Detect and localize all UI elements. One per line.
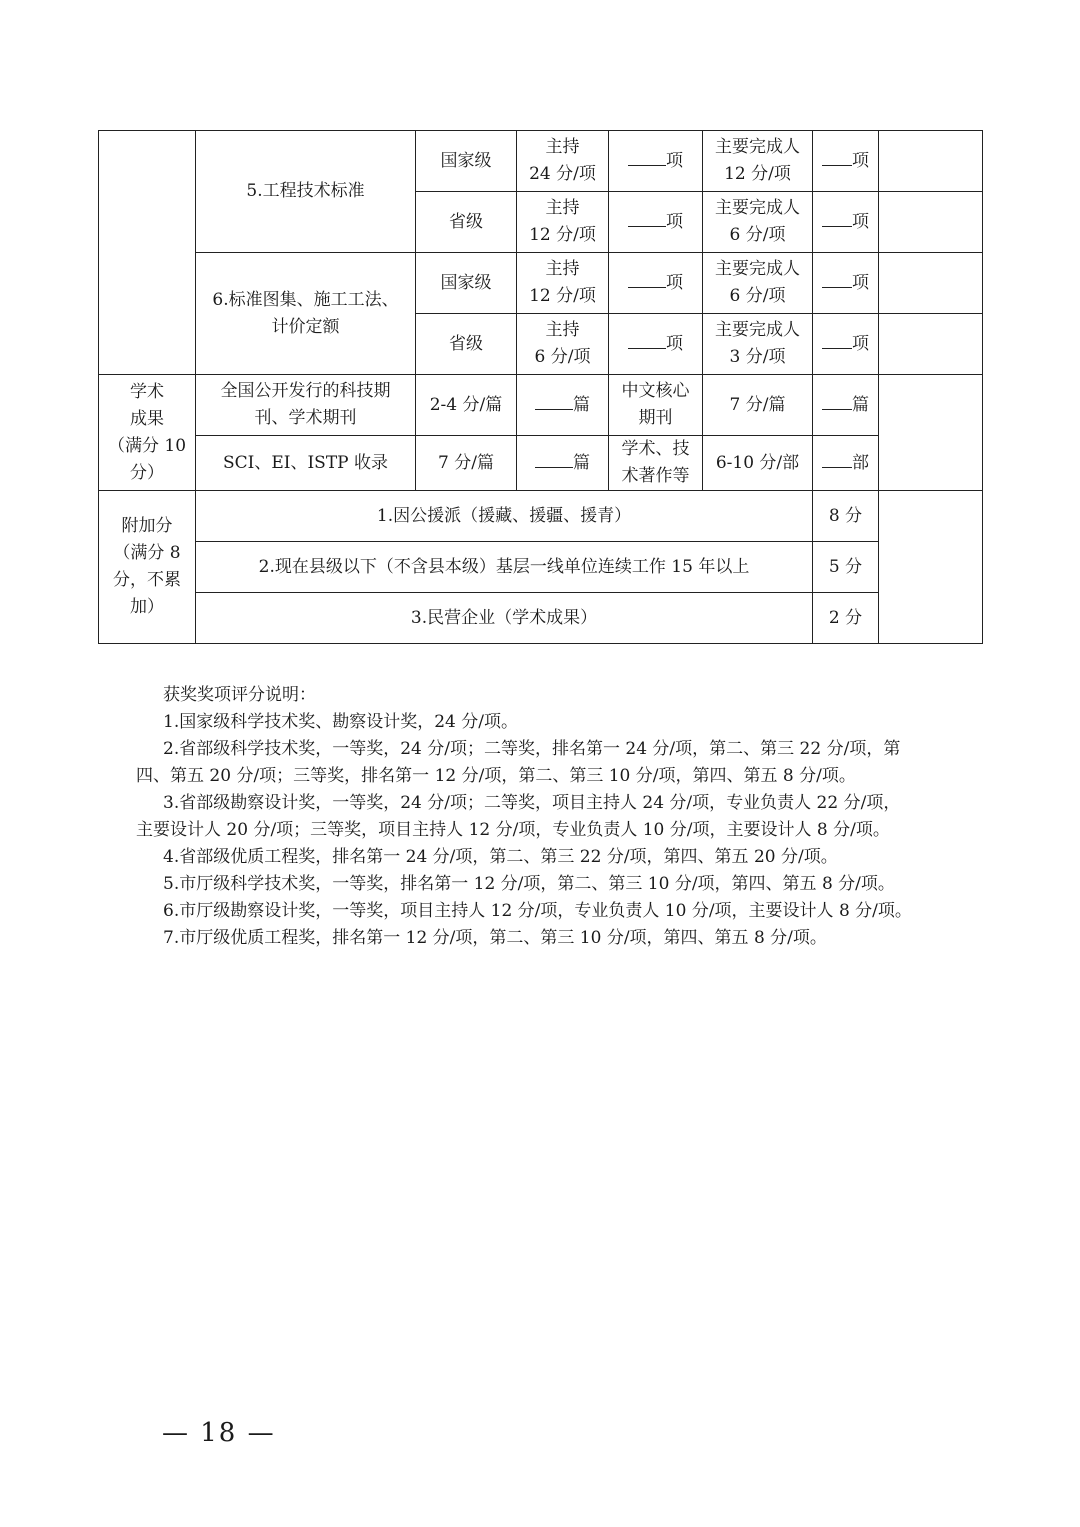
table-row: [99, 436, 983, 491]
main-count-field[interactable]: 项: [813, 253, 879, 314]
notes-title: 获奖奖项评分说明：: [163, 685, 316, 705]
note-2-line1: 2.省部级科学技术奖，一等奖，24 分/项；二等奖，排名第一 24 分/项，第二、第三 22 分/项，第: [163, 739, 901, 759]
level-cell: 国家级: [416, 131, 517, 192]
table-row: [99, 131, 983, 192]
host-count-field[interactable]: 项: [609, 192, 703, 253]
host-count-field[interactable]: 项: [609, 253, 703, 314]
score-cell-empty: [879, 192, 983, 253]
note-3-line2: 主要设计人 20 分/项；三等奖，项目主持人 12 分/项，专业负责人 10 分/项，主要设计人 8 分/项。: [136, 820, 890, 840]
table-row: [99, 593, 983, 644]
note-4: 4.省部级优质工程奖，排名第一 24 分/项，第二、第三 22 分/项，第四、第五 20 分/项。: [163, 847, 838, 867]
bonus-item-text: 1.因公援派（援藏、援疆、援青）: [196, 491, 813, 542]
level-cell: 国家级: [416, 253, 517, 314]
award-scoring-notes: [136, 682, 953, 952]
host-count-field[interactable]: 项: [609, 131, 703, 192]
table-row: [99, 375, 983, 436]
main-count-field[interactable]: 项: [813, 131, 879, 192]
host-count-field[interactable]: 项: [609, 314, 703, 375]
item-core-journal: 中文核心 期刊: [609, 375, 703, 436]
sci-count-field[interactable]: 篇: [517, 436, 609, 491]
score-cell-empty: [879, 314, 983, 375]
bonus-item-text: 3.民营企业（学术成果）: [196, 593, 813, 644]
item-standard-atlas: 6.标准图集、施工工法、 计价定额: [196, 253, 416, 375]
note-5: 5.市厅级科学技术奖，一等奖，排名第一 12 分/项，第二、第三 10 分/项，第四、第五 8 分/项。: [163, 874, 895, 894]
item-monograph: 学术、技 术著作等: [609, 436, 703, 491]
journal-count-field[interactable]: 篇: [517, 375, 609, 436]
bonus-item-text: 2.现在县级以下（不含县本级）基层一线单位连续工作 15 年以上: [196, 542, 813, 593]
item-sci: SCI、EI、ISTP 收录: [196, 436, 416, 491]
score-cell-empty: [879, 375, 983, 491]
page-number: — 18 —: [162, 1418, 276, 1448]
journal-score-cell: 2-4 分/篇: [416, 375, 517, 436]
table-row: [99, 253, 983, 314]
score-cell-empty: [879, 491, 983, 644]
host-score-cell: 主持 6 分/项: [517, 314, 609, 375]
bonus-item-score: 5 分: [813, 542, 879, 593]
main-score-cell: 主要完成人 6 分/项: [703, 253, 813, 314]
level-cell: 省级: [416, 192, 517, 253]
main-score-cell: 主要完成人 12 分/项: [703, 131, 813, 192]
main-count-field[interactable]: 项: [813, 192, 879, 253]
table-row: [99, 491, 983, 542]
level-cell: 省级: [416, 314, 517, 375]
note-1: 1.国家级科学技术奖、勘察设计奖，24 分/项。: [163, 712, 518, 732]
bonus-item-score: 2 分: [813, 593, 879, 644]
main-score-cell: 主要完成人 3 分/项: [703, 314, 813, 375]
bonus-item-score: 8 分: [813, 491, 879, 542]
monograph-score-cell: 6-10 分/部: [703, 436, 813, 491]
category-bonus: 附加分 （满分 8 分，不累 加）: [99, 491, 196, 644]
main-score-cell: 主要完成人 6 分/项: [703, 192, 813, 253]
sci-score-cell: 7 分/篇: [416, 436, 517, 491]
score-cell-empty: [879, 131, 983, 192]
core-journal-count-field[interactable]: 篇: [813, 375, 879, 436]
category-cell-empty: [99, 131, 196, 375]
note-6: 6.市厅级勘察设计奖，一等奖，项目主持人 12 分/项，专业负责人 10 分/项，主要设计人 8 分/项。: [163, 901, 912, 921]
host-score-cell: 主持 12 分/项: [517, 192, 609, 253]
note-3-line1: 3.省部级勘察设计奖，一等奖，24 分/项；二等奖，项目主持人 24 分/项，专业负责人 22 分/项，: [163, 793, 901, 813]
core-journal-score-cell: 7 分/篇: [703, 375, 813, 436]
monograph-count-field[interactable]: 部: [813, 436, 879, 491]
main-count-field[interactable]: 项: [813, 314, 879, 375]
note-7: 7.市厅级优质工程奖，排名第一 12 分/项，第二、第三 10 分/项，第四、第五 8 分/项。: [163, 928, 827, 948]
item-journal: 全国公开发行的科技期 刊、学术期刊: [196, 375, 416, 436]
note-2-line2: 四、第五 20 分/项；三等奖，排名第一 12 分/项，第二、第三 10 分/项，第四、第五 8 分/项。: [136, 766, 856, 786]
score-cell-empty: [879, 253, 983, 314]
scoring-table: [98, 130, 983, 644]
host-score-cell: 主持 12 分/项: [517, 253, 609, 314]
category-academic: 学术 成果 （满分 10 分）: [99, 375, 196, 491]
host-score-cell: 主持 24 分/项: [517, 131, 609, 192]
table-row: [99, 542, 983, 593]
item-engineering-standard: 5.工程技术标准: [196, 131, 416, 253]
